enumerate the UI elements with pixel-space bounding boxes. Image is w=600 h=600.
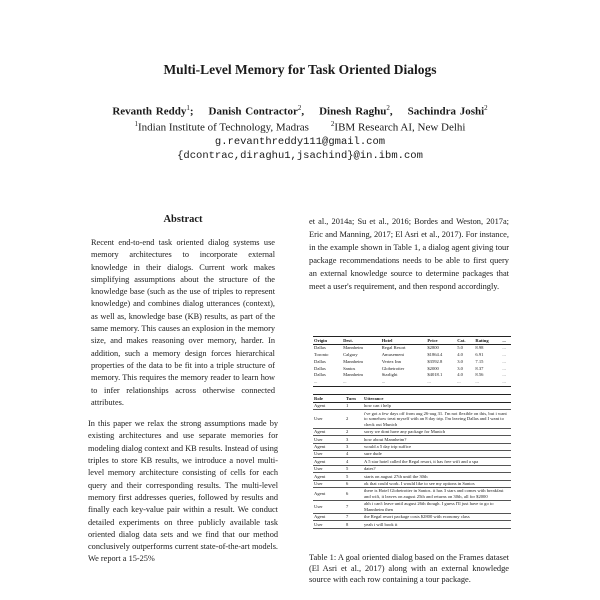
author-affiliation-mark: 2	[484, 104, 488, 112]
kb-table-cell: 3.0	[457, 358, 463, 364]
kb-table-cell: $3592.8	[427, 358, 443, 364]
kb-table-header-cell: Hotel	[381, 337, 427, 345]
kb-table-cell: ...	[502, 345, 506, 351]
kb-table-cell: 6.91	[475, 352, 484, 358]
dialog-table-cell: User	[313, 410, 345, 429]
author-name: Sachindra Joshi	[407, 105, 485, 118]
dialog-table-cell: Agent	[313, 443, 345, 450]
kb-table-cell: Dallas	[314, 345, 326, 351]
dialog-table-cell: 6	[345, 487, 363, 500]
dialog-table-row	[313, 480, 511, 487]
kb-table-cell: Mannheim	[343, 358, 363, 364]
kb-table-cell: 8.98	[475, 345, 484, 351]
dialog-table-row	[313, 487, 511, 500]
kb-table-cell: ...	[313, 379, 342, 386]
dialog-table-cell: Agent	[313, 428, 345, 435]
kb-table-row	[313, 345, 511, 352]
kb-table-cell: Starlight	[381, 372, 398, 378]
kb-table-cell: $2800	[427, 345, 439, 351]
kb-table-cell: ...	[426, 379, 456, 386]
dialog-table-cell: 6	[345, 480, 363, 487]
dialog-table-cell: Agent	[313, 403, 345, 410]
kb-table-cell: ...	[474, 379, 501, 386]
dialog-table-row	[313, 403, 511, 410]
kb-table-cell: Mannheim	[343, 345, 363, 351]
dialog-table-row	[313, 436, 511, 443]
affiliation-line	[0, 120, 600, 134]
kb-table-body	[313, 345, 511, 387]
dialog-table-cell: 3	[345, 436, 363, 443]
dialog-table-cell: User	[313, 500, 345, 513]
author-affiliation-mark: 2	[297, 104, 302, 112]
dialog-table-cell: User	[313, 480, 345, 487]
dialog-table-cell: Agent	[313, 513, 345, 520]
kb-table-cell: 5.0	[457, 345, 463, 351]
kb-table-cell: Dallas	[314, 372, 326, 378]
kb-table-cell: Dallas	[314, 358, 326, 364]
kb-table-cell: Amusement	[381, 352, 404, 358]
table-caption: Table 1: A goal oriented dialog based on the Frames dataset (El Asri et al., 2017) along with an external knowledge source with each row containing a tour package.	[309, 553, 509, 585]
dialog-table-row	[313, 428, 511, 435]
kb-table-cell: Vertex Inn	[381, 358, 401, 364]
dialog-table-cell: sorry we dont have any package for Munich	[363, 428, 511, 435]
kb-table-header-cell: ...	[501, 337, 511, 345]
kb-table-cell: ...	[456, 379, 474, 386]
affiliation-mark: 2	[330, 120, 335, 128]
continuation-paragraph: et al., 2014a; Su et al., 2016; Bordes and Weston, 2017a; Eric and Manning, 2017; El Asri et al., 2017). For instance, in the example shown in Table 1, a dialog agent giving tour package recommendations needs to be able to first query an external knowledge source to determine packages that meet a user's requirement, and then respond accordingly.	[309, 217, 509, 291]
author-name: Revanth Reddy	[112, 105, 187, 118]
dialog-table-cell: 2	[345, 410, 363, 429]
kb-table-cell: ...	[502, 365, 506, 371]
kb-table-cell: $4018.1	[427, 372, 443, 378]
dialog-table-cell: how about Mannheim?	[363, 436, 511, 443]
abstract-text: Recent end-to-end task oriented dialog systems use memory architectures to incorporate external knowledge in their dialogs. Current work makes simplifying assumptions about the structure of the knowledge base (such as the use of triples to represent knowledge) and combines dialog utterances (context), as well as, knowledge base (KB) results, as part of the same memory. This causes an explosion in the memory size, and makes reasoning over memory, harder. In addition, such a memory design forces hierarchical properties of the data to be fit into a triple structure of memory. This requires the memory reader to learn how to infer relationships across otherwise connected attributes.	[91, 238, 275, 407]
dialog-table-row	[313, 465, 511, 472]
dialog-table-cell: 4	[345, 451, 363, 458]
kb-table-cell: 3.0	[457, 365, 463, 371]
dialog-table-cell: 1	[345, 403, 363, 410]
dialog-table-cell: ahh i can't leave until august 26th though. I guess I'll just have to go to Mannheim then	[363, 500, 511, 513]
kb-table-head	[313, 337, 511, 345]
dialog-table-cell: i've got a few days off from aug 26-aug 31. I'm not flexible on this, but i want to somehow treat myself with an 8 day trip. I'm leaving Dallas and I want to check out Munich	[363, 410, 511, 429]
dialog-table-cell: 3	[345, 443, 363, 450]
kb-table-row	[313, 352, 511, 359]
kb-table-cell: Globetrotter	[381, 365, 405, 371]
dialog-table	[313, 394, 511, 529]
dialog-table-cell: the Regal resort package costs $2800 with economy class	[363, 513, 511, 520]
affiliation-mark: 1	[134, 120, 138, 128]
dialog-table-row	[313, 521, 511, 528]
kb-table-cell: ...	[501, 379, 511, 386]
dialog-table-cell: Agent	[313, 458, 345, 465]
dialog-table-cell: User	[313, 451, 345, 458]
kb-table-row	[313, 372, 511, 379]
author-list: Revanth Reddy$^1$; Danish Contractor$^2$, Dinesh Raghu$^2$, Sachindra Joshi$^2$	[112, 104, 488, 118]
dialog-table-cell: how can i help	[363, 403, 511, 410]
kb-table-header-cell: Cat.	[456, 337, 474, 345]
dialog-table-cell: Agent	[313, 487, 345, 500]
dialog-table-header-cell: Role	[313, 395, 345, 403]
author-affiliation-mark: 1	[186, 104, 190, 112]
abstract-heading: Abstract	[163, 214, 203, 225]
kb-table-cell: 4.0	[457, 372, 463, 378]
kb-table-cell: Mannheim	[343, 372, 363, 378]
dialog-table-row	[313, 513, 511, 520]
dialog-table-row	[313, 458, 511, 465]
dialog-table-cell: A 5 star hotel called the Regal resort, it has free wifi and a spa	[363, 458, 511, 465]
dialog-table-cell: yeah i will book it	[363, 521, 511, 528]
kb-table-cell: ...	[502, 352, 506, 358]
kb-table-cell: $1864.4	[427, 352, 443, 358]
kb-table-cell: ...	[502, 358, 506, 364]
kb-table-row	[313, 359, 511, 366]
dialog-table-cell: would a 5 day trip suffice	[363, 443, 511, 450]
author-name: Danish Contractor	[208, 105, 298, 118]
author-email: g.revanthreddy111@gmail.com	[214, 136, 386, 148]
kb-table-cell: ...	[342, 379, 381, 386]
intro-paragraph: In this paper we relax the strong assumptions made by existing architectures and use separate memories for modeling dialog context and KB results. Instead of using triples to store KB results, we introduce a novel multi-level memory architecture consisting of cells for each query and their corresponding results. The multi-level memory first addresses queries, followed by results and finally each key-value pair within a result. We conduct detailed experiments on three publicly available task oriented dialog data sets and we find that our method conclusively outperforms current state-of-the-art models. We report a 15-25%	[88, 419, 278, 564]
kb-table-cell: $2000	[427, 365, 439, 371]
dialog-table-cell: sure dude	[363, 451, 511, 458]
dialog-table-body	[313, 403, 511, 529]
author-affiliation-mark: 2	[386, 104, 390, 112]
kb-table-cell: Toronto	[314, 352, 329, 358]
kb-table-header-cell: Origin	[313, 337, 342, 345]
kb-table-cell: 7.15	[475, 358, 484, 364]
left-column	[88, 214, 278, 566]
kb-table-cell: Dallas	[314, 365, 326, 371]
dialog-table-row	[313, 443, 511, 450]
kb-table-cell: Calgary	[343, 352, 358, 358]
paper-title: Multi-Level Memory for Task Oriented Dialogs	[163, 62, 437, 77]
kb-table-cell: 8.56	[475, 372, 484, 378]
kb-table-cell: ...	[381, 379, 427, 386]
dialog-table-row	[313, 473, 511, 480]
dialog-table-cell: there is Hotel Globetrotter in Santos. it has 3 stars and comes with breakfast and wifi, it leaves on august 25th and returns on 30th, all for $2000	[363, 487, 511, 500]
dialog-table-cell: starts on august 27th until the 30th	[363, 473, 511, 480]
dialog-table-cell: 5	[345, 465, 363, 472]
kb-table-cell: Regal Resort	[381, 345, 406, 351]
right-column	[309, 216, 509, 293]
dialog-table-cell: 7	[345, 500, 363, 513]
kb-table-cell: Santos	[343, 365, 356, 371]
dialog-table-header-cell: Utterance	[363, 395, 511, 403]
kb-table-row	[313, 365, 511, 372]
affiliation-name: Indian Institute of Technology, Madras	[138, 121, 309, 134]
author-email: {dcontrac,diraghu1,jsachind}@in.ibm.com	[177, 150, 423, 162]
kb-table-cell: 4.0	[457, 352, 463, 358]
kb-table-header-cell: Price	[426, 337, 456, 345]
dialog-table-row	[313, 410, 511, 429]
dialog-table-head	[313, 395, 511, 403]
author-name: Dinesh Raghu	[319, 105, 387, 118]
dialog-table-header-cell: Turn	[345, 395, 363, 403]
affiliation-name: IBM Research AI, New Delhi	[334, 121, 466, 134]
kb-table-row	[313, 379, 511, 386]
dialog-table-cell: 5	[345, 473, 363, 480]
kb-table	[313, 336, 511, 387]
dialog-table-cell: 4	[345, 458, 363, 465]
kb-table-header-cell: Rating	[474, 337, 501, 345]
dialog-table-row	[313, 451, 511, 458]
dialog-table-cell: 8	[345, 521, 363, 528]
dialog-table-cell: User	[313, 521, 345, 528]
kb-table-cell: 8.37	[475, 365, 484, 371]
dialog-table-cell: User	[313, 436, 345, 443]
dialog-table-cell: ok that could work. I would like to see my options in Santos	[363, 480, 511, 487]
kb-table-cell: ...	[502, 372, 506, 378]
dialog-table-cell: 2	[345, 428, 363, 435]
dialog-table-cell: Agent	[313, 473, 345, 480]
dialog-table-cell: User	[313, 465, 345, 472]
dialog-table-row	[313, 500, 511, 513]
dialog-table-cell: dates?	[363, 465, 511, 472]
kb-table-header-cell: Dest.	[342, 337, 381, 345]
dialog-table-cell: 7	[345, 513, 363, 520]
